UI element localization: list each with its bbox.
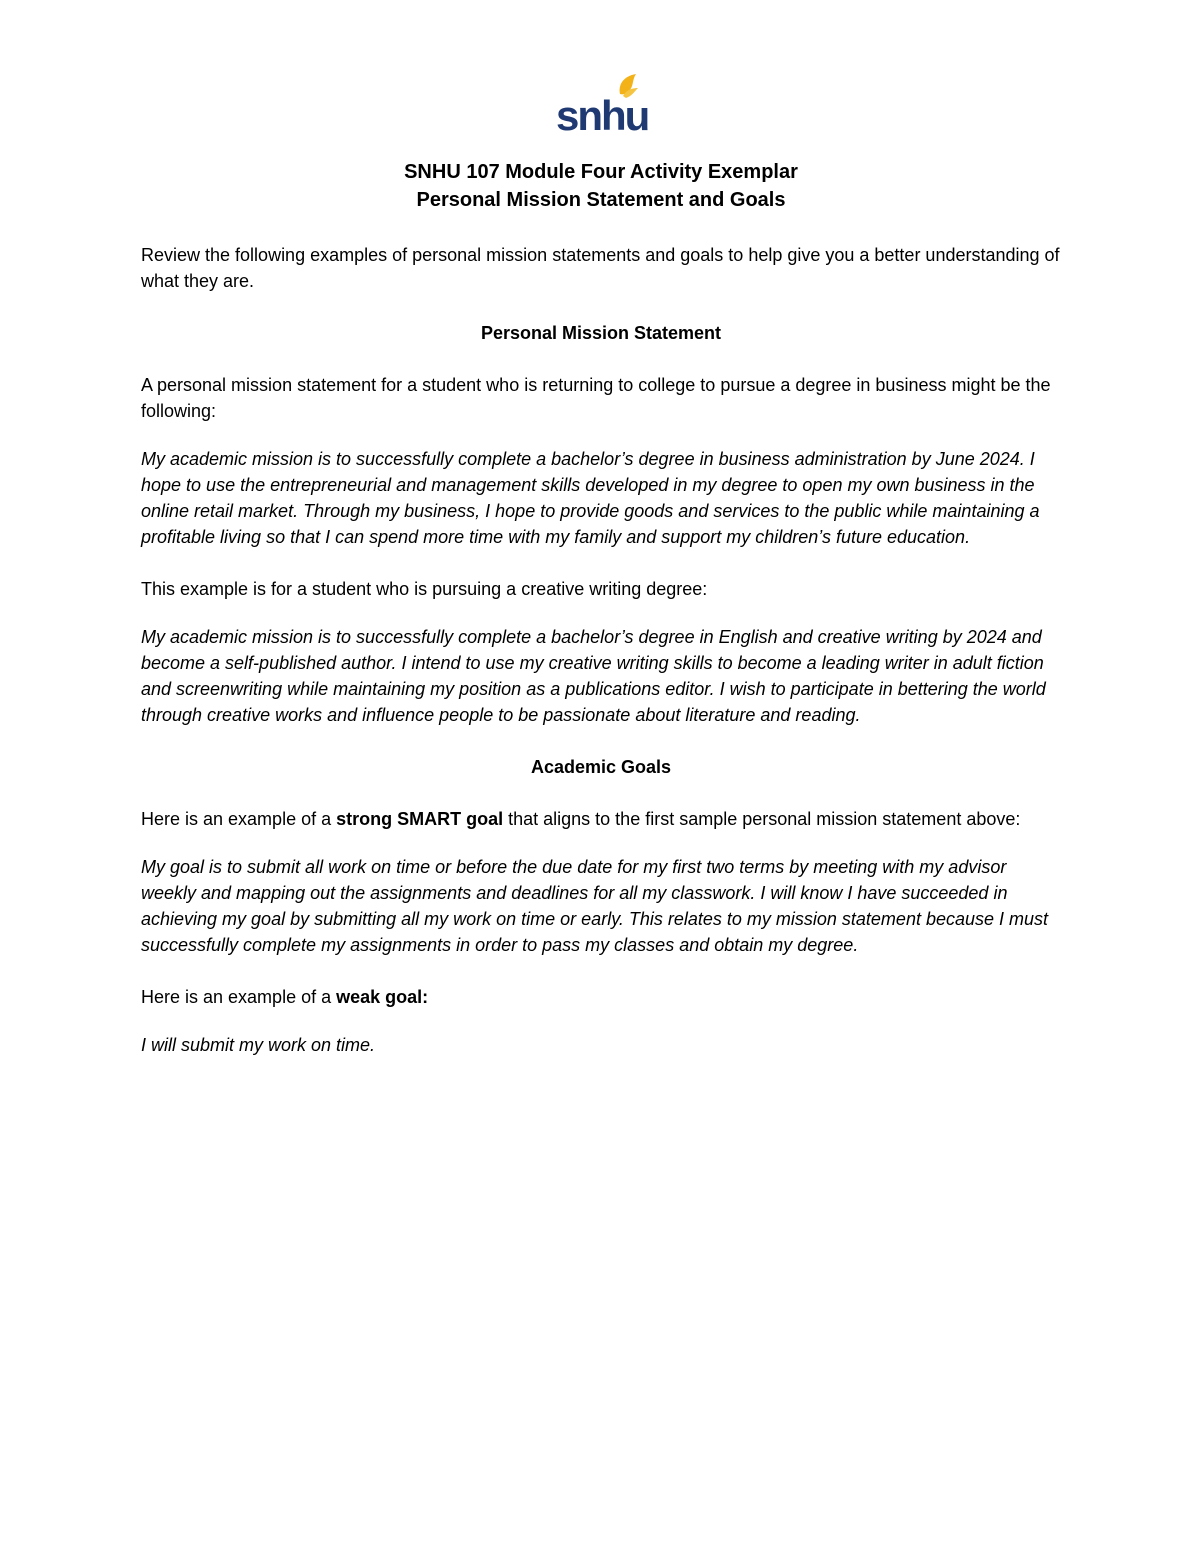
document-title-line-1: SNHU 107 Module Four Activity Exemplar (404, 161, 798, 183)
mission-section-heading: Personal Mission Statement (480, 323, 722, 343)
logo-wordmark: snhu (556, 92, 649, 138)
weak-goal-lead-bold: weak goal: (336, 987, 429, 1007)
mission-lead-1: A personal mission statement for a student who is returning to college to pursue a degree in business might be the following: (141, 375, 1051, 421)
mission-lead-2: This example is for a student who is pursuing a creative writing degree: (141, 579, 708, 599)
weak-goal-lead-pre: Here is an example of a (141, 987, 337, 1007)
weak-goal-example: I will submit my work on time. (141, 1035, 376, 1055)
mission-example-2: My academic mission is to successfully complete a bachelor’s degree in English and creative writing by 2024 and become a self-published author. I intend to use my creative writing skills to become a leading writer in adult fiction and screenwriting while maintaining my position as a publications editor. I wish to participate in bettering the world through creative works and influence people to be passionate about literature and reading. (141, 627, 1046, 725)
strong-goal-lead-pre: Here is an example of a (141, 809, 337, 829)
goals-section-heading: Academic Goals (530, 757, 672, 777)
strong-goal-lead-bold: strong SMART goal (336, 809, 504, 829)
strong-goal-lead-post: that aligns to the first sample personal mission statement above: (503, 809, 1021, 829)
intro-paragraph: Review the following examples of personal mission statements and goals to help give you a better understanding of what they are. (141, 245, 1060, 291)
snhu-logo (548, 66, 652, 138)
strong-goal-lead (141, 806, 1061, 832)
document-title-line-2: Personal Mission Statement and Goals (416, 189, 786, 211)
document-body (141, 158, 1061, 1058)
weak-goal-lead (141, 984, 1061, 1010)
strong-goal-example: My goal is to submit all work on time or before the due date for my first two terms by meeting with my advisor weekly and mapping out the assignments and deadlines for all my classwork. I will know I have succeeded in achieving my goal by submitting all my work on time or early. This relates to my mission statement because I must successfully complete my assignments in order to pass my classes and obtain my degree. (141, 857, 1049, 955)
flame-icon (548, 66, 652, 138)
mission-example-1: My academic mission is to successfully complete a bachelor’s degree in business administration by June 2024. I hope to use the entrepreneurial and management skills developed in my degree to open my own business in the online retail market. Through my business, I hope to provide goods and services to the public while maintaining a profitable living so that I can spend more time with my family and support my children’s future education. (141, 449, 1040, 547)
